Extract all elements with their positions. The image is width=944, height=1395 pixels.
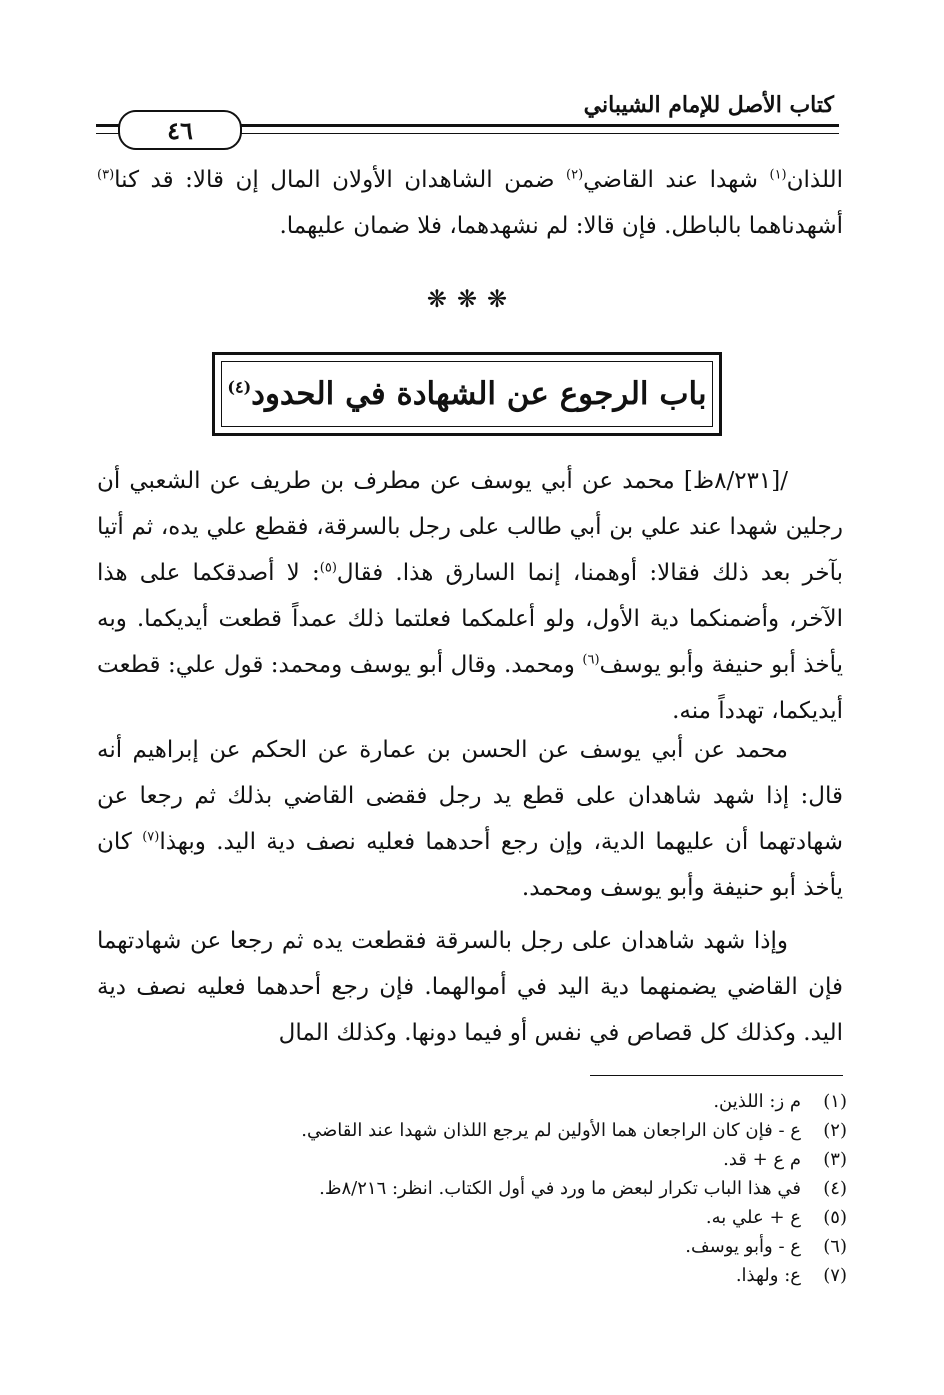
footnote-number: (٢)	[823, 1120, 847, 1141]
footnote-text: م ع + قد.	[723, 1149, 801, 1170]
text-run: كان يأخذ أبو حنيفة وأبو يوسف ومحمد.	[97, 829, 843, 901]
page-number: ٤٦	[118, 110, 242, 150]
paragraph-1	[97, 458, 843, 734]
footnote-ref: (٤)	[227, 377, 252, 397]
footnote-ref: (٥)	[319, 560, 337, 576]
footnote-number: (٤)	[823, 1178, 847, 1199]
footnote	[97, 1203, 847, 1232]
footnote-number: (٧)	[823, 1265, 847, 1286]
text-run: محمد عن أبي يوسف عن الحسن بن عمارة عن الحكم عن إبراهيم أنه قال: إذا شهد شاهدان على قطع يد رجل فقضى القاضي بذلك ثم رجعا عن شهادتهما أن عليهما الدية، وإن رجع أحدهما فعليه نصف دية اليد. وبهذا	[97, 737, 843, 855]
footnotes	[97, 1087, 847, 1290]
paragraph-continued	[97, 157, 843, 249]
footnote-text: ع - وأبو يوسف.	[685, 1236, 801, 1257]
footnote-ref: (٢)	[566, 167, 584, 183]
text-run: أشهدناهما بالباطل. فإن قالا: لم نشهدهما، فلا ضمان عليهما.	[279, 213, 843, 239]
footnote-ref: (٧)	[142, 829, 160, 845]
footnote-ref: (١)	[769, 167, 787, 183]
footnote	[97, 1174, 847, 1203]
chapter-title-inner-frame	[221, 361, 713, 427]
text-run: /[٨/٢٣١ظ] محمد عن أبي يوسف عن مطرف بن طريف عن الشعبي أن رجلين شهدا عند علي بن أبي طالب على رجل بالسرقة، فقطع علي يده، ثم أتيا بآخر بعد ذلك فقالا: أوهمنا، إنما السارق هذا. فقال	[97, 468, 843, 586]
footnote-ref: (٦)	[582, 652, 600, 668]
footnote-text: ع + علي به.	[705, 1207, 801, 1228]
paragraph-2	[97, 727, 843, 911]
footnote-number: (٦)	[823, 1236, 847, 1257]
chapter-title-frame	[212, 352, 722, 436]
footnote-number: (١)	[823, 1091, 847, 1112]
section-separator: ❋❋❋	[426, 285, 518, 313]
text-run: اللذان	[786, 167, 843, 193]
footnote-text: م ز: اللذين.	[713, 1091, 801, 1112]
footnote-text: في هذا الباب تكرار لبعض ما ورد في أول الكتاب. انظر: ٨/٢١٦ظ.	[319, 1178, 801, 1199]
footnote-text: ع - فإن كان الراجعان هما الأولين لم يرجع اللذان شهدا عند القاضي.	[301, 1120, 801, 1141]
paragraph-3-text: وإذا شهد شاهدان على رجل بالسرقة فقطعت يده ثم رجعا عن شهادتهما فإن القاضي يضمنهما دية اليد في أموالهما. فإن رجع أحدهما فعليه نصف دية اليد. وكذلك كل قصاص في نفس أو فيما دونها. وكذلك المال	[97, 928, 843, 1046]
chapter-title-text: باب الرجوع عن الشهادة في الحدود	[251, 376, 707, 412]
chapter-title	[227, 376, 706, 412]
footnote-rule	[590, 1075, 843, 1076]
text-run: : لا أصدقكما على هذا الآخر، وأضمنكما دية الأول، ولو أعلمكما فعلتما ذلك عمداً قطعت أيديكما. وبه يأخذ أبو حنيفة وأبو يوسف	[97, 560, 844, 678]
text-run: شهدا عند القاضي	[583, 167, 770, 193]
footnote-text: ع: ولهذا.	[735, 1265, 801, 1286]
footnote	[97, 1145, 847, 1174]
paragraph-3	[97, 918, 843, 1056]
footnote-ref: (٣)	[97, 167, 115, 183]
footnote	[97, 1232, 847, 1261]
running-header-title: كتاب الأصل للإمام الشيباني	[583, 92, 834, 118]
footnote-number: (٥)	[823, 1207, 847, 1228]
footnote	[97, 1116, 847, 1145]
text-run: ومحمد. وقال أبو يوسف ومحمد: قول علي: قطعت أيديكما، تهدداً منه.	[97, 652, 843, 724]
footnote-number: (٣)	[823, 1149, 847, 1170]
footnote	[97, 1087, 847, 1116]
footnote	[97, 1261, 847, 1290]
text-run: ضمن الشاهدان الأولان المال إن قالا: قد كنا	[114, 167, 567, 193]
